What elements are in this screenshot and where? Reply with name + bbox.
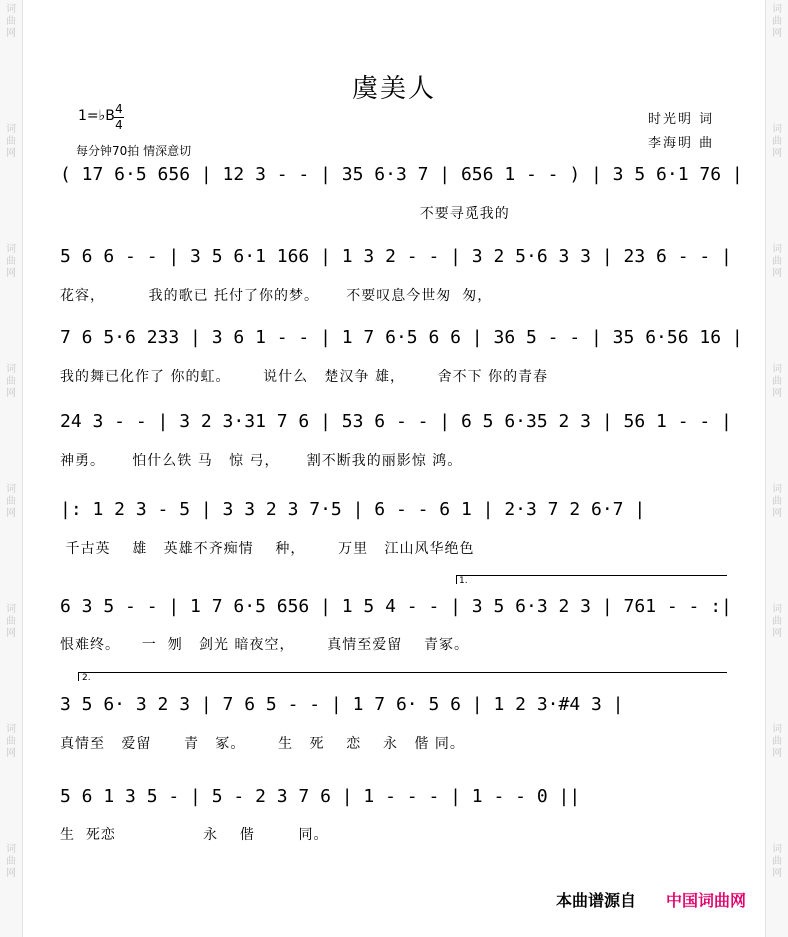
watermark-text: 词曲网 bbox=[772, 724, 782, 759]
watermark-text: 词曲网 bbox=[772, 484, 782, 519]
watermark-text: 词曲网 bbox=[772, 244, 782, 279]
watermark-text: 词曲网 bbox=[6, 604, 16, 639]
notation-line-5: |: 1 2 3 - 5 | 3 3 2 3 7·5 | 6 - - 6 1 | 2·3 7 2 6·7 | bbox=[60, 499, 646, 520]
watermark-text: 词曲网 bbox=[6, 364, 16, 399]
second-ending-number: 2. bbox=[82, 673, 91, 683]
key-signature bbox=[78, 102, 123, 132]
lyrics-line-1: 不要寻觅我的 bbox=[60, 206, 510, 222]
notation-line-4: 24 3 - - | 3 2 3·31 7 6 | 53 6 - - | 6 5 6·35 2 3 | 56 1 - - | bbox=[60, 411, 732, 432]
right-watermark-strip bbox=[765, 0, 788, 937]
lyrics-line-3: 我的舞已化作了 你的虹。 说什么 楚汉争 雄， 舍不下 你的青春 bbox=[60, 369, 549, 385]
watermark-text: 词曲网 bbox=[772, 604, 782, 639]
watermark-text: 词曲网 bbox=[6, 4, 16, 39]
lyrics-line-2: 花容， 我的歌已 托付了你的梦。 不要叹息今世匆 匆， bbox=[60, 288, 493, 304]
watermark-text: 词曲网 bbox=[772, 124, 782, 159]
watermark-text: 词曲网 bbox=[6, 124, 16, 159]
source-link[interactable]: 中国词曲网 bbox=[666, 891, 747, 910]
first-ending-bracket bbox=[456, 575, 727, 584]
watermark-text: 词曲网 bbox=[772, 364, 782, 399]
composer-credit: 李海明 曲 bbox=[648, 136, 715, 151]
tempo-marking: 每分钟70拍 情深意切 bbox=[76, 144, 192, 158]
time-beats: 4 bbox=[115, 102, 123, 116]
watermark-text: 词曲网 bbox=[6, 484, 16, 519]
watermark-text: 词曲网 bbox=[6, 244, 16, 279]
lyrics-line-7: 真情至 爱留 青 冢。 生 死 恋 永 偕 同。 bbox=[60, 736, 465, 752]
notation-line-2: 5 6 6 - - | 3 5 6·1 166 | 1 3 2 - - | 3 2 5·6 3 3 | 23 6 - - | bbox=[60, 246, 732, 267]
lyrics-line-8: 生 死恋 永 偕 同。 bbox=[60, 827, 329, 843]
source-label: 本曲谱源自 bbox=[556, 891, 637, 910]
notation-line-7: 3 5 6· 3 2 3 | 7 6 5 - - | 1 7 6· 5 6 | 1 2 3·#4 3 | bbox=[60, 694, 624, 715]
first-ending-number: 1. bbox=[459, 576, 468, 586]
second-ending-bracket bbox=[78, 672, 727, 681]
lyrics-line-6: 恨难终。 一 刎 剑光 暗夜空， 真情至爱留 青冢。 bbox=[60, 637, 470, 653]
notation-line-3: 7 6 5·6 233 | 3 6 1 - - | 1 7 6·5 6 6 | 36 5 - - | 35 6·56 16 | bbox=[60, 327, 743, 348]
time-unit: 4 bbox=[115, 118, 123, 132]
watermark-text: 词曲网 bbox=[772, 844, 782, 879]
lyrics-line-5: 千古英 雄 英雄不齐痴情 种， 万里 江山风华绝色 bbox=[60, 541, 475, 557]
watermark-text: 词曲网 bbox=[6, 844, 16, 879]
key-prefix: 1= bbox=[78, 108, 99, 124]
notation-line-1: ( 17 6·5 656 | 12 3 - - | 35 6·3 7 | 656 1 - - ) | 3 5 6·1 76 | bbox=[60, 164, 743, 185]
lyrics-line-4: 神勇。 怕什么铁 马 惊 弓， 割不断我的丽影惊 鸿。 bbox=[60, 453, 463, 469]
left-watermark-strip bbox=[0, 0, 23, 937]
notation-line-6: 6 3 5 - - | 1 7 6·5 656 | 1 5 4 - - | 3 5 6·3 2 3 | 761 - - :| bbox=[60, 596, 732, 617]
flat-sign: ♭ bbox=[98, 108, 106, 124]
song-title: 虞美人 bbox=[351, 74, 436, 104]
watermark-text: 词曲网 bbox=[6, 724, 16, 759]
lyricist-credit: 时光明 词 bbox=[648, 112, 715, 127]
time-signature bbox=[114, 102, 124, 133]
watermark-text: 词曲网 bbox=[772, 4, 782, 39]
key-note: B bbox=[105, 108, 115, 124]
notation-line-8: 5 6 1 3 5 - | 5 - 2 3 7 6 | 1 - - - | 1 - - 0 || bbox=[60, 786, 581, 807]
